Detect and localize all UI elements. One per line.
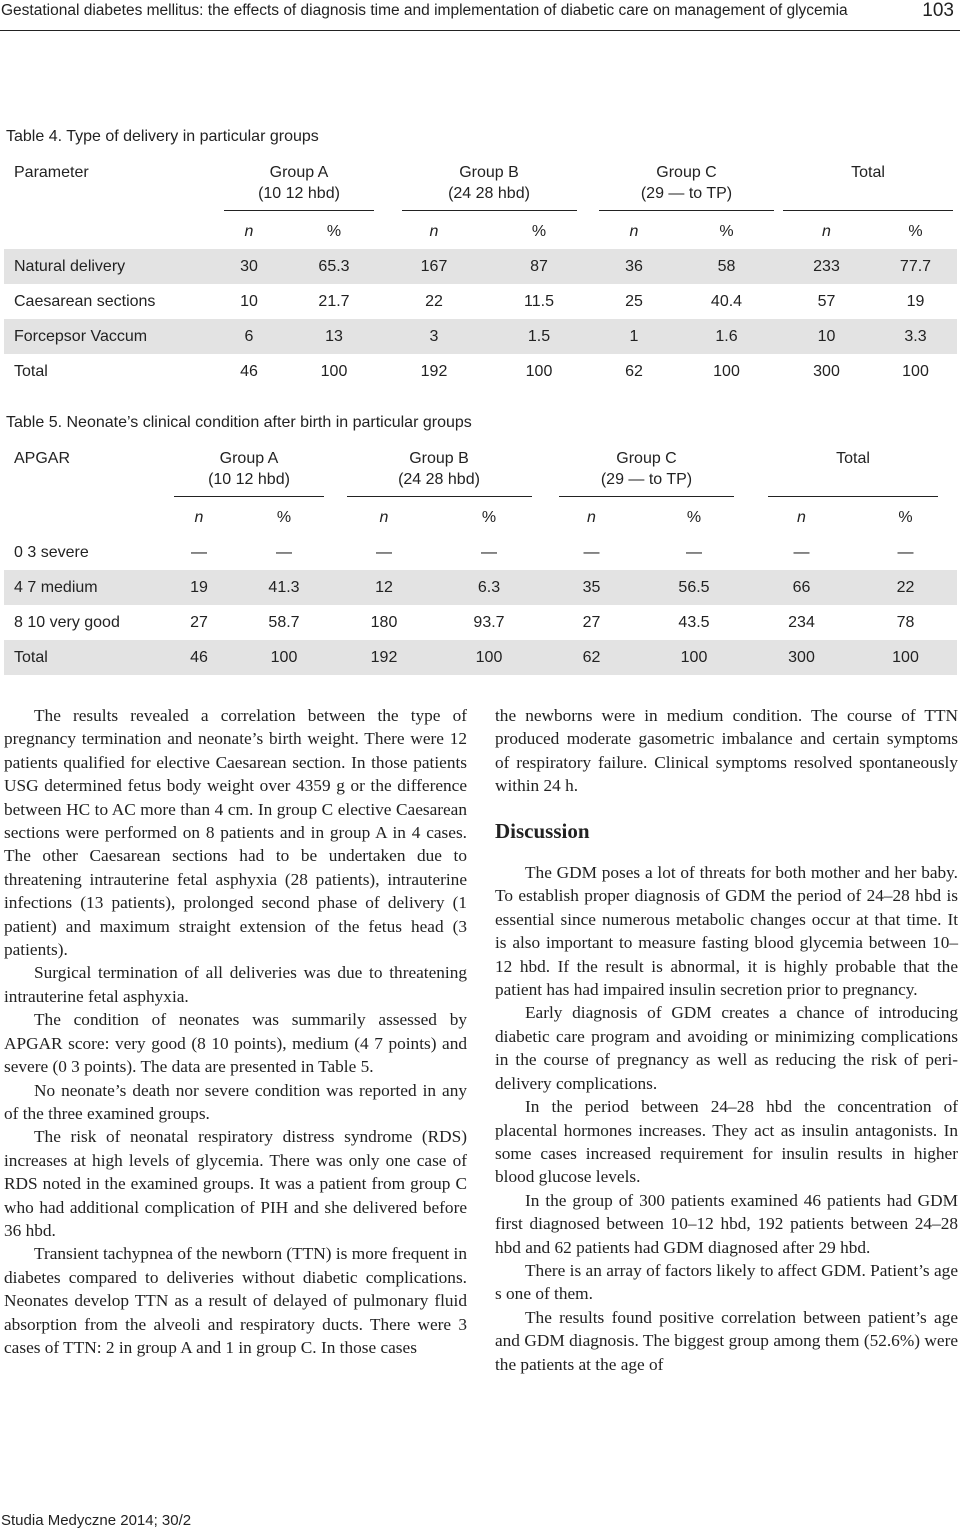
table-cell: 62 <box>625 362 643 380</box>
row-label: Forcepsor Vaccum <box>4 319 214 354</box>
table4 <box>4 158 957 389</box>
table4-total-rule <box>783 210 953 211</box>
table-cell: 1 <box>594 319 674 354</box>
n-header: n <box>587 508 596 526</box>
table-row <box>4 319 957 354</box>
table4-group-c <box>594 158 779 214</box>
n-header: n <box>194 508 204 526</box>
table5-group-b <box>334 444 544 500</box>
pct-header: % <box>276 508 292 526</box>
n-header: n <box>244 222 254 240</box>
table-cell: 3.3 <box>874 319 957 354</box>
pct-header: % <box>531 222 547 240</box>
pct-header: % <box>719 222 734 240</box>
table4-group-c-rule <box>599 210 774 211</box>
table5-total-name: Total <box>836 450 870 467</box>
pct-header: % <box>898 508 913 526</box>
table-cell: 11.5 <box>524 292 554 310</box>
table-cell: 93.7 <box>473 613 505 631</box>
table-cell: 100 <box>713 362 740 380</box>
table-cell: 100 <box>639 640 749 675</box>
table-cell: 19 <box>906 292 925 310</box>
table-cell: 100 <box>434 640 544 675</box>
table5-group-c-name: Group C <box>616 450 677 467</box>
table-cell: 180 <box>370 613 398 631</box>
table-cell: 3 <box>384 319 484 354</box>
table5-group-b-sub: (24 28 hbd) <box>398 471 480 488</box>
table-row <box>4 570 957 605</box>
n-header: n <box>379 508 389 526</box>
table5-group-a-rule <box>174 496 324 497</box>
table-cell: 233 <box>779 249 874 284</box>
pct-header: % <box>908 222 923 240</box>
table-cell: 21.7 <box>318 292 350 310</box>
table-cell: 65.3 <box>284 249 384 284</box>
table5-group-b-name: Group B <box>409 450 469 467</box>
table4-group-header-row <box>4 158 957 214</box>
table5-group-a <box>164 444 334 500</box>
table-cell: 300 <box>749 640 854 675</box>
table-cell: — <box>481 543 497 561</box>
table-cell: 43.5 <box>678 613 710 631</box>
table-cell: 22 <box>854 570 957 605</box>
table-cell: 58 <box>674 249 779 284</box>
table-cell: 35 <box>544 570 639 605</box>
table4-subheader-row <box>4 214 957 249</box>
table4-caption-text: Type of delivery in particular groups <box>66 128 319 145</box>
table4-group-b-name: Group B <box>459 164 519 181</box>
table4-caption <box>6 128 319 146</box>
table-cell: 62 <box>544 640 639 675</box>
right-text-column <box>495 704 958 1376</box>
table-cell: 192 <box>334 640 434 675</box>
table-cell: 19 <box>164 570 234 605</box>
table-row <box>4 284 957 319</box>
table4-group-b-rule <box>402 210 577 211</box>
table-cell: — <box>897 543 914 561</box>
table-cell: 300 <box>813 362 840 380</box>
table-cell: 13 <box>284 319 384 354</box>
table-cell: 100 <box>234 640 334 675</box>
table-cell: 6 <box>214 319 284 354</box>
body-paragraph: The GDM poses a lot of threats for both mother and her baby. To establish proper diagnosis of GDM the period of 24–28 hbd is essential since numerous metabolic changes occur at that time. It is also important to measure fasting blood glycemia between 10–12 hbd. If the result is abnormal, it is highly probable that the patient has had impaired insulin secretion prior to pregnancy. <box>495 863 958 1000</box>
table4-group-a <box>214 158 384 214</box>
table-cell: — <box>583 543 600 561</box>
body-paragraph: Transient tachypnea of the newborn (TTN) is more frequent in diabetes compared to deliveries without diabetic complications. Neonates develop TTN as a result of delayed of pulmonary fluid absorption from the alveoli and respiratory ducts. There were 3 cases of TTN: 2 in group A and 1 in group C. In those cases <box>4 1244 467 1357</box>
table-cell: 58.7 <box>268 613 300 631</box>
running-header <box>0 0 960 31</box>
table5-caption-label: Table 5. <box>6 414 63 431</box>
table-cell: 27 <box>190 613 208 631</box>
table5-group-c-rule <box>559 496 734 497</box>
body-paragraph: The condition of neonates was summarily assessed by APGAR score: very good (8 10 points), medium (4 7 points) and severe (0 3 points). The data are presented in Table 5. <box>4 1010 467 1077</box>
table-row <box>4 640 957 675</box>
running-title: Gestational diabetes mellitus: the effects of diagnosis time and implementation of diabetic care on management of glycemia <box>1 2 848 19</box>
table-cell: — <box>686 543 702 561</box>
pct-header: % <box>686 508 702 526</box>
n-header: n <box>429 222 439 240</box>
table5-group-header-row <box>4 444 957 500</box>
section-heading-discussion: Discussion <box>495 818 590 843</box>
table-cell: 22 <box>425 292 443 310</box>
body-paragraph: Surgical termination of all deliveries was due to threatening intrauterine fetal asphyxia. <box>4 963 467 1006</box>
table5-group-a-sub: (10 12 hbd) <box>208 471 290 488</box>
table5-group-total <box>749 444 957 500</box>
table-cell: 1.6 <box>674 319 779 354</box>
body-paragraph: the newborns were in medium condition. The course of TTN produced moderate gasometric imbalance and certain symptoms of respiratory failure. Clinical symptoms resolved spontaneously within 24 h. <box>495 706 958 796</box>
table4-group-a-rule <box>224 210 374 211</box>
table4-group-b <box>384 158 594 214</box>
table4-group-c-sub: (29 — to TP) <box>640 185 733 202</box>
body-paragraph: The risk of neonatal respiratory distress syndrome (RDS) increases at high levels of glycemia. There was only one case of RDS noted in the examined groups. It was a patient from group C who had additional complication of PIH and she delivered before 36 hbd. <box>4 1127 467 1240</box>
row-label: Natural delivery <box>4 249 214 284</box>
table5-group-b-rule <box>347 496 532 497</box>
table-cell: 12 <box>334 570 434 605</box>
table4-group-total <box>779 158 957 214</box>
row-label: 4 7 medium <box>4 570 164 605</box>
table-row <box>4 249 957 284</box>
table-cell: 46 <box>164 640 234 675</box>
table4-group-a-name: Group A <box>269 164 329 181</box>
table-cell: 100 <box>902 362 929 380</box>
body-paragraph: There is an array of factors likely to affect GDM. Patient’s age s one of them. <box>495 1260 958 1304</box>
table-row <box>4 354 957 389</box>
table-cell: 77.7 <box>874 249 957 284</box>
table-cell: 192 <box>420 362 448 380</box>
row-label: 0 3 severe <box>14 543 89 561</box>
table-cell: 57 <box>817 292 836 310</box>
table-cell: 10 <box>240 292 258 310</box>
table5-param-header: APGAR <box>14 450 71 467</box>
table5-caption-text: Neonate’s clinical condition after birth in particular groups <box>66 414 472 431</box>
row-label: Caesarean sections <box>14 292 156 310</box>
table4-group-b-sub: (24 28 hbd) <box>448 185 530 202</box>
table5-total-rule <box>768 496 938 497</box>
table-cell: — <box>793 543 810 561</box>
table-row <box>4 535 957 570</box>
table-cell: 30 <box>214 249 284 284</box>
table-cell: — <box>276 543 292 561</box>
table-cell: 234 <box>788 613 815 631</box>
table-cell: 40.4 <box>710 292 743 310</box>
table-cell: 27 <box>582 613 601 631</box>
pct-header: % <box>326 222 342 240</box>
table5-subheader-row <box>4 500 957 535</box>
table4-caption-label: Table 4. <box>6 128 63 145</box>
table-cell: 10 <box>779 319 874 354</box>
pct-header: % <box>481 508 497 526</box>
row-label: Total <box>4 640 164 675</box>
table-cell: 1.5 <box>484 319 594 354</box>
table-cell: 78 <box>896 613 915 631</box>
table-cell: 66 <box>749 570 854 605</box>
table-cell: 41.3 <box>234 570 334 605</box>
table-cell: 100 <box>525 362 553 380</box>
table-cell: 167 <box>384 249 484 284</box>
n-header: n <box>629 222 639 240</box>
table-row <box>4 605 957 640</box>
table-cell: — <box>191 543 207 561</box>
table-cell: 100 <box>854 640 957 675</box>
body-paragraph: No neonate’s death nor severe condition was reported in any of the three examined groups. <box>4 1080 467 1123</box>
n-header: n <box>797 508 806 526</box>
table-cell: 6.3 <box>434 570 544 605</box>
table-cell: 25 <box>625 292 643 310</box>
table5 <box>4 444 957 675</box>
table4-total-name: Total <box>851 164 885 181</box>
table4-group-a-sub: (10 12 hbd) <box>258 185 340 202</box>
table5-group-a-name: Group A <box>219 450 279 467</box>
table5-group-c <box>544 444 749 500</box>
body-paragraph: In the group of 300 patients examined 46 patients had GDM first diagnosed between 10–12 hbd, 192 patients between 24–28 hbd and 62 patients had GDM diagnosed after 29 hbd. <box>495 1190 958 1257</box>
journal-footer: Studia Medyczne 2014; 30/2 <box>1 1512 192 1529</box>
table-cell: 87 <box>484 249 594 284</box>
table-cell: 56.5 <box>639 570 749 605</box>
table5-group-c-sub: (29 — to TP) <box>600 471 693 488</box>
table-cell: 36 <box>594 249 674 284</box>
table-cell: 46 <box>240 362 258 380</box>
body-paragraph: The results found positive correlation between patient’s age and GDM diagnosis. The biggest group among them (52.6%) were the patients at the age of <box>495 1307 958 1374</box>
table4-param-header: Parameter <box>14 164 89 181</box>
table-cell: — <box>376 543 392 561</box>
page-number: 103 <box>922 0 954 21</box>
body-paragraph: The results revealed a correlation between the type of pregnancy termination and neonate’s birth weight. There were 12 patients qualified for elective Caesarean section. In those patients USG determined fetus body weight over 4359 g or the difference between HC to AC more than 4 cm. In group C elective Caesarean sections were performed on 8 patients and in group A in 4 cases. The other Caesarean sections had to be undertaken due to threatening intrauterine fetal asphyxia (28 patients), intrauterine infections (13 patients), prolonged second phase of delivery (1 patient) and maximum straight extension of the fetus head (3 patients). <box>4 706 467 960</box>
row-label: 8 10 very good <box>14 613 120 631</box>
body-paragraph: In the period between 24–28 hbd the concentration of placental hormones increases. They act as insulin antagonists. In some cases increased requirement for insulin results in higher blood glucose levels. <box>495 1097 958 1187</box>
table-cell: 100 <box>320 362 348 380</box>
n-header: n <box>822 222 831 240</box>
row-label: Total <box>14 362 48 380</box>
table4-group-c-name: Group C <box>656 164 717 181</box>
table5-caption <box>6 414 472 432</box>
body-paragraph: Early diagnosis of GDM creates a chance of introducing diabetic care program and avoiding or minimizing complications in the course of pregnancy as well as reducing the risk of peri-delivery complications. <box>495 1003 958 1093</box>
left-text-column <box>4 704 467 1359</box>
